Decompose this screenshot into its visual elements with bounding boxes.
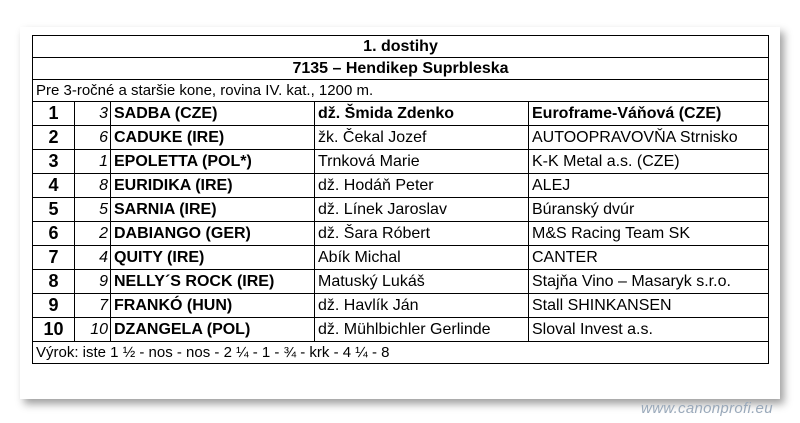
start-number: 2 [75, 222, 111, 246]
owner: CANTER [529, 246, 769, 270]
owner: Euroframe-Váňová (CZE) [529, 102, 769, 126]
horse-name: SARNIA (IRE) [111, 198, 315, 222]
jockey: Abík Michal [315, 246, 529, 270]
jockey: Matuský Lukáš [315, 270, 529, 294]
owner: M&S Racing Team SK [529, 222, 769, 246]
jockey: žk. Čekal Jozef [315, 126, 529, 150]
owner: Sloval Invest a.s. [529, 318, 769, 342]
place: 3 [33, 150, 75, 174]
jockey: dž. Šmida Zdenko [315, 102, 529, 126]
start-number: 5 [75, 198, 111, 222]
table-row [33, 270, 769, 294]
owner: ALEJ [529, 174, 769, 198]
place: 2 [33, 126, 75, 150]
table-row [33, 246, 769, 270]
jockey: dž. Línek Jaroslav [315, 198, 529, 222]
results-card [20, 27, 780, 399]
owner: Búranský dvúr [529, 198, 769, 222]
table-row [33, 318, 769, 342]
owner: Stajňa Vino – Masaryk s.r.o. [529, 270, 769, 294]
place: 8 [33, 270, 75, 294]
table-row [33, 174, 769, 198]
place: 9 [33, 294, 75, 318]
start-number: 9 [75, 270, 111, 294]
horse-name: SADBA (CZE) [111, 102, 315, 126]
owner: K-K Metal a.s. (CZE) [529, 150, 769, 174]
horse-name: DABIANGO (GER) [111, 222, 315, 246]
horse-name: NELLY´S ROCK (IRE) [111, 270, 315, 294]
table-row [33, 126, 769, 150]
start-number: 6 [75, 126, 111, 150]
table-row [33, 222, 769, 246]
watermark: www.canonprofi.eu [641, 400, 773, 417]
start-number: 1 [75, 150, 111, 174]
result-line: Výrok: iste 1 ½ - nos - nos - 2 ¼ - 1 - ¾ - krk - 4 ¼ - 8 [33, 342, 769, 364]
jockey: dž. Šara Róbert [315, 222, 529, 246]
race-name: 7135 – Hendikep Suprbleska [33, 58, 769, 80]
jockey: dž. Havlík Ján [315, 294, 529, 318]
start-number: 10 [75, 318, 111, 342]
horse-name: EURIDIKA (IRE) [111, 174, 315, 198]
jockey: dž. Hodáň Peter [315, 174, 529, 198]
owner: Stall SHINKANSEN [529, 294, 769, 318]
table-row [33, 294, 769, 318]
place: 7 [33, 246, 75, 270]
place: 5 [33, 198, 75, 222]
place: 10 [33, 318, 75, 342]
start-number: 3 [75, 102, 111, 126]
start-number: 4 [75, 246, 111, 270]
table-row [33, 150, 769, 174]
owner: AUTOOPRAVOVŇA Strnisko [529, 126, 769, 150]
horse-name: DZANGELA (POL) [111, 318, 315, 342]
horse-name: FRANKÓ (HUN) [111, 294, 315, 318]
place: 1 [33, 102, 75, 126]
place: 6 [33, 222, 75, 246]
race-title: 1. dostihy [33, 36, 769, 58]
results-table [32, 35, 769, 364]
place: 4 [33, 174, 75, 198]
race-conditions: Pre 3-ročné a staršie kone, rovina IV. kat., 1200 m. [33, 80, 769, 102]
table-row [33, 102, 769, 126]
table-row [33, 198, 769, 222]
jockey: dž. Mühlbichler Gerlinde [315, 318, 529, 342]
start-number: 8 [75, 174, 111, 198]
horse-name: QUITY (IRE) [111, 246, 315, 270]
horse-name: CADUKE (IRE) [111, 126, 315, 150]
jockey: Trnková Marie [315, 150, 529, 174]
start-number: 7 [75, 294, 111, 318]
horse-name: EPOLETTA (POL*) [111, 150, 315, 174]
